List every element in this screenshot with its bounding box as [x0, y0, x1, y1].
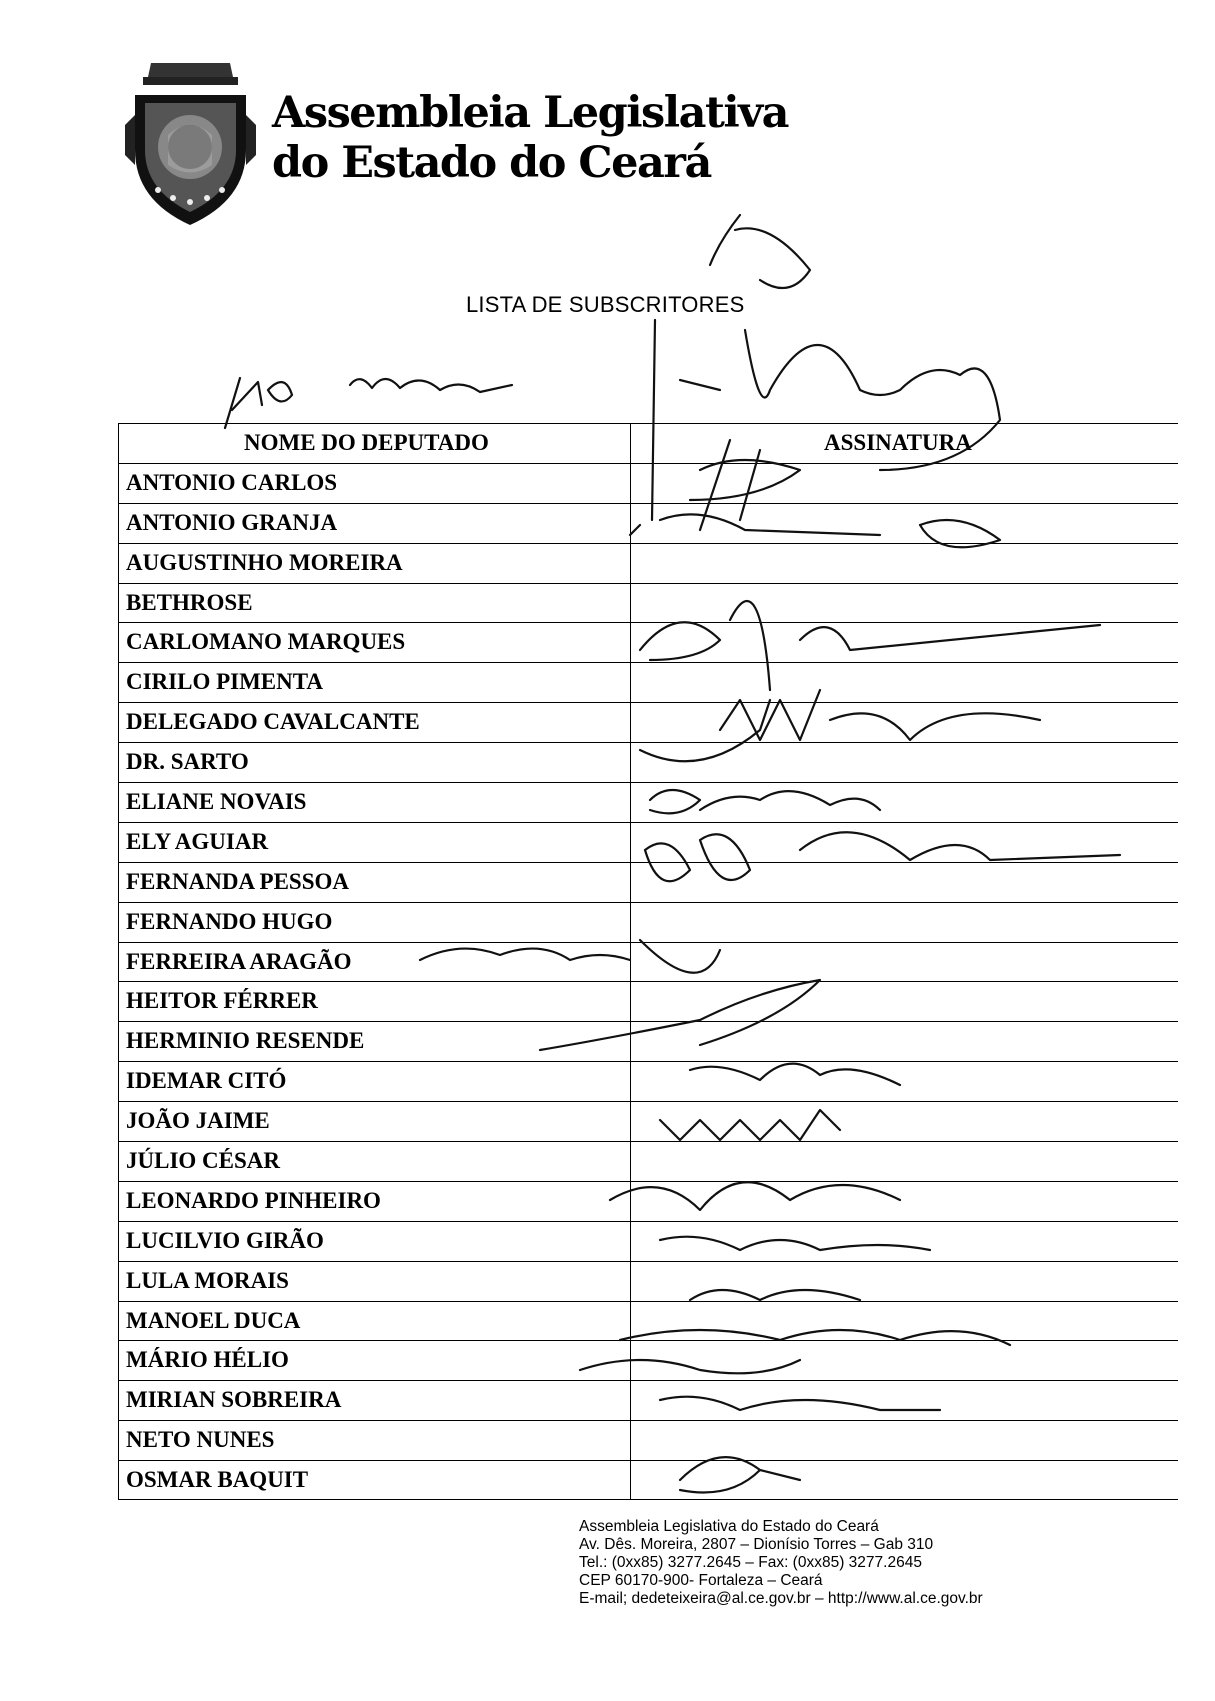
- table-row: [118, 662, 1178, 702]
- deputy-name: LULA MORAIS: [126, 1267, 289, 1293]
- deputy-name: FERNANDA PESSOA: [126, 868, 350, 894]
- table-row: [118, 622, 1178, 662]
- table-row: [118, 862, 1178, 902]
- deputy-name: OSMAR BAQUIT: [126, 1467, 309, 1493]
- table-row: [118, 503, 1178, 543]
- column-header-signature: ASSINATURA: [824, 430, 972, 455]
- table-row: [118, 942, 1178, 982]
- footer-address: [579, 1518, 983, 1608]
- deputy-name: ELY AGUIAR: [126, 828, 269, 854]
- table-row: [118, 981, 1178, 1021]
- signature: [710, 215, 810, 288]
- coat-of-arms-icon: [123, 55, 258, 230]
- table-row: [118, 902, 1178, 942]
- table-row: [118, 1181, 1178, 1221]
- table-row: [118, 583, 1178, 623]
- table-row: [118, 742, 1178, 782]
- table-row: [118, 1141, 1178, 1181]
- deputy-name: JOÃO JAIME: [126, 1108, 270, 1134]
- deputy-name: LEONARDO PINHEIRO: [126, 1187, 381, 1213]
- footer-line: Assembleia Legislativa do Estado do Ceará: [579, 1518, 879, 1535]
- table-row: [118, 782, 1178, 822]
- table-row: [118, 1021, 1178, 1061]
- table-left-border: [118, 423, 119, 1499]
- table-header-row: [118, 423, 1178, 463]
- column-header-name: NOME DO DEPUTADO: [244, 430, 489, 455]
- deputy-name: HEITOR FÉRRER: [126, 988, 318, 1014]
- deputy-name: ANTONIO GRANJA: [126, 509, 338, 535]
- deputy-name: IDEMAR CITÓ: [126, 1068, 287, 1094]
- table-row: [118, 1301, 1178, 1341]
- table-row: [118, 1101, 1178, 1141]
- deputy-name: ELIANE NOVAIS: [126, 789, 307, 815]
- deputy-name: CARLOMANO MARQUES: [126, 629, 406, 655]
- table-row: [118, 463, 1178, 503]
- deputy-name: NETO NUNES: [126, 1427, 275, 1453]
- deputy-name: DR. SARTO: [126, 749, 249, 775]
- footer-line: CEP 60170-900- Fortaleza – Ceará: [579, 1572, 823, 1589]
- table-row: [118, 1460, 1178, 1500]
- document-title: LISTA DE SUBSCRITORES: [466, 292, 745, 317]
- institution-name-line1: Assembleia Legislativa: [272, 88, 789, 138]
- table-row: [118, 1061, 1178, 1101]
- footer-line: Tel.: (0xx85) 3277.2645 – Fax: (0xx85) 3277.2645: [579, 1554, 922, 1571]
- table-row: [118, 1221, 1178, 1261]
- deputy-name: MANOEL DUCA: [126, 1307, 301, 1333]
- subscribers-table: [118, 423, 1178, 1500]
- table-row: [118, 1261, 1178, 1301]
- institution-name-line2: do Estado do Ceará: [272, 138, 711, 188]
- table-row: [118, 702, 1178, 742]
- deputy-name: MIRIAN SOBREIRA: [126, 1387, 342, 1413]
- institution-name: [272, 88, 788, 188]
- deputy-name: ANTONIO CARLOS: [126, 469, 338, 495]
- table-row: [118, 1340, 1178, 1380]
- deputy-name: BETHROSE: [126, 589, 253, 615]
- table-row: [118, 1420, 1178, 1460]
- table-row: [118, 1380, 1178, 1420]
- table-row: [118, 822, 1178, 862]
- deputy-name: HERMINIO RESENDE: [126, 1028, 365, 1054]
- deputy-name: LUCILVIO GIRÃO: [126, 1227, 324, 1253]
- deputy-name: CIRILO PIMENTA: [126, 669, 324, 695]
- deputy-name: DELEGADO CAVALCANTE: [126, 709, 420, 735]
- table-row: [118, 543, 1178, 583]
- table-column-divider: [630, 423, 631, 1499]
- footer-line: E-mail; dedeteixeira@al.ce.gov.br – http://www.al.ce.gov.br: [579, 1590, 983, 1607]
- deputy-name: MÁRIO HÉLIO: [126, 1347, 289, 1373]
- footer-line: Av. Dês. Moreira, 2807 – Dionísio Torres – Gab 310: [579, 1536, 934, 1553]
- deputy-name: FERNANDO HUGO: [126, 908, 333, 934]
- handwritten-note: [225, 378, 512, 428]
- deputy-name: AUGUSTINHO MOREIRA: [126, 549, 403, 575]
- deputy-name: FERREIRA ARAGÃO: [126, 948, 352, 974]
- deputy-name: JÚLIO CÉSAR: [126, 1148, 281, 1174]
